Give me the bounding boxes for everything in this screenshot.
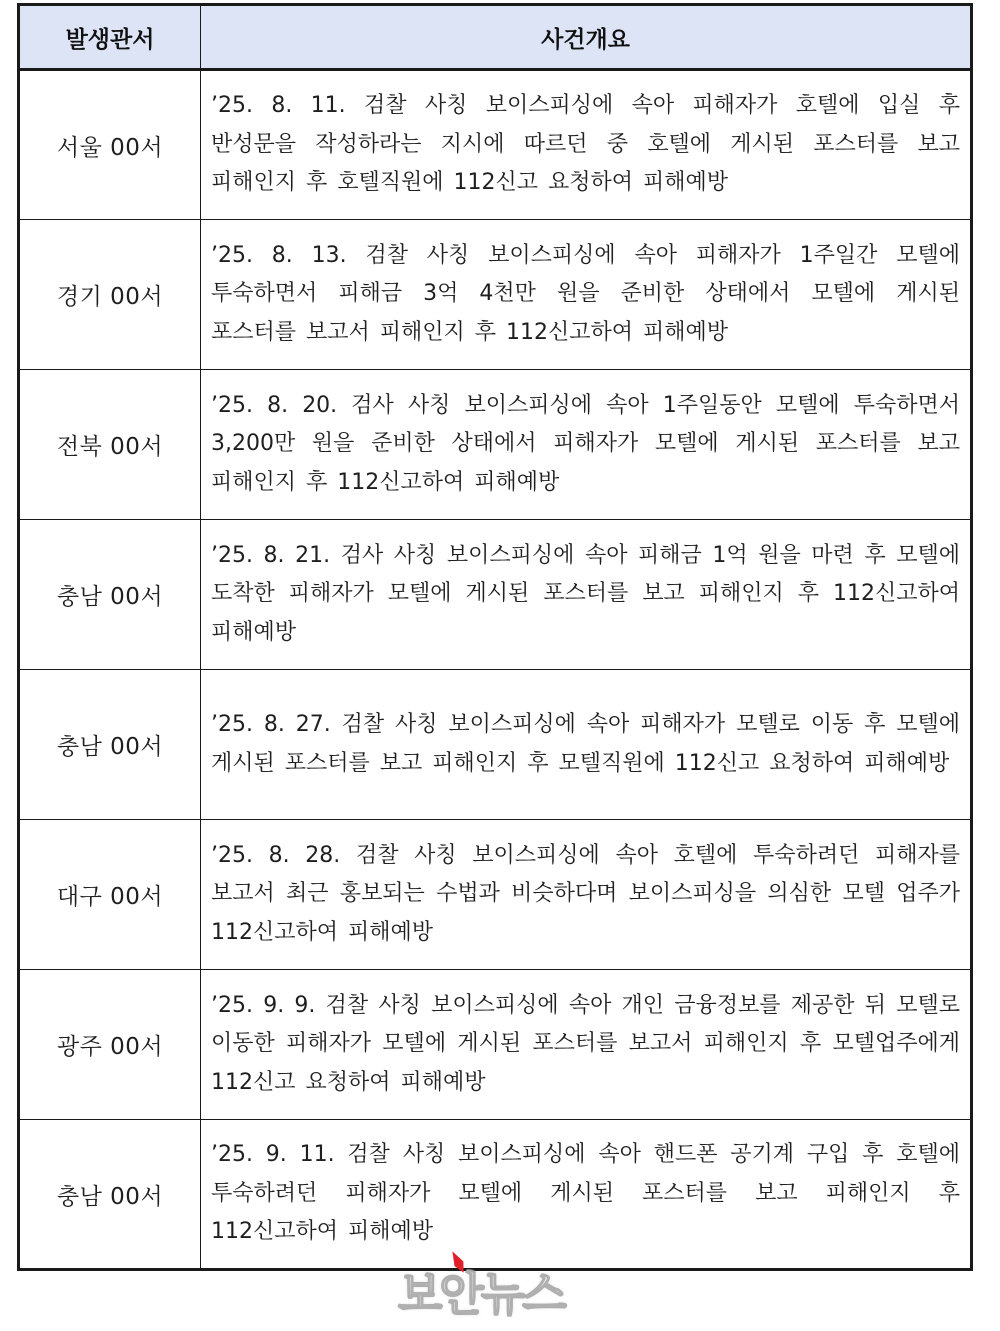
summary-cell <box>201 370 972 520</box>
station-cell: 경기 00서 <box>19 220 201 370</box>
station-cell: 서울 00서 <box>19 70 201 220</box>
station-cell: 충남 00서 <box>19 670 201 820</box>
table-row <box>19 970 972 1120</box>
summary-text: ’25. 8. 11. 검찰 사칭 보이스피싱에 속아 피해자가 호텔에 입실 후 반성문을 작성하라는 지시에 따르던 중 호텔에 게시된 포스터를 보고 피해인지 후 호텔직원에 112신고 요청하여 피해예방 <box>211 93 960 196</box>
station-cell: 충남 00서 <box>19 1120 201 1270</box>
summary-cell <box>201 970 972 1120</box>
station-cell: 광주 00서 <box>19 970 201 1120</box>
table-row <box>19 670 972 820</box>
summary-text: ’25. 8. 13. 검찰 사칭 보이스피싱에 속아 피해자가 1주일간 모텔에 투숙하면서 피해금 3억 4천만 원을 준비한 상태에서 모텔에 게시된 포스터를 보고서 피해인지 후 112신고하여 피해예방 <box>211 242 960 345</box>
table-row <box>19 820 972 970</box>
summary-cell <box>201 1120 972 1270</box>
summary-text: ’25. 9. 9. 검찰 사칭 보이스피싱에 속아 개인 금융정보를 제공한 뒤 모텔로 이동한 피해자가 모텔에 게시된 포스터를 보고서 피해인지 후 모텔업주에게 112신고 요청하여 피해예방 <box>211 992 960 1095</box>
summary-text: ’25. 8. 20. 검사 사칭 보이스피싱에 속아 1주일동안 모텔에 투숙하면서 3,200만 원을 준비한 상태에서 피해자가 모텔에 게시된 포스터를 보고 피해인지 후 112신고하여 피해예방 <box>211 392 960 495</box>
summary-text: ’25. 8. 21. 검사 사칭 보이스피싱에 속아 피해금 1억 원을 마련 후 모텔에 도착한 피해자가 모텔에 게시된 포스터를 보고 피해인지 후 112신고하여 피해예방 <box>211 542 960 645</box>
summary-cell <box>201 70 972 220</box>
table-row <box>19 70 972 220</box>
table-row <box>19 1120 972 1270</box>
column-header-station: 발생관서 <box>19 5 201 70</box>
table-header-row <box>19 5 972 70</box>
table-row <box>19 220 972 370</box>
station-cell: 전북 00서 <box>19 370 201 520</box>
station-cell: 대구 00서 <box>19 820 201 970</box>
summary-text: ’25. 9. 11. 검찰 사칭 보이스피싱에 속아 핸드폰 공기계 구입 후 호텔에 투숙하려던 피해자가 모텔에 게시된 포스터를 보고 피해인지 후 112신고하여 피해예방 <box>211 1142 960 1245</box>
summary-text: ’25. 8. 28. 검찰 사칭 보이스피싱에 속아 호텔에 투숙하려던 피해자를 보고서 최근 홍보되는 수법과 비슷하다며 보이스피싱을 의심한 모텔 업주가 112신고하여 피해예방 <box>211 842 960 945</box>
column-header-summary: 사건개요 <box>201 5 972 70</box>
summary-cell <box>201 670 972 820</box>
table-row <box>19 520 972 670</box>
summary-cell <box>201 220 972 370</box>
summary-cell <box>201 820 972 970</box>
summary-text: ’25. 8. 27. 검찰 사칭 보이스피싱에 속아 피해자가 모텔로 이동 후 모텔에 게시된 포스터를 보고 피해인지 후 모텔직원에 112신고 요청하여 피해예방 <box>211 712 960 776</box>
incident-table <box>17 3 973 1271</box>
table-row <box>19 370 972 520</box>
summary-cell <box>201 520 972 670</box>
watermark-logo: 보안뉴스 <box>398 1267 564 1321</box>
station-cell: 충남 00서 <box>19 520 201 670</box>
